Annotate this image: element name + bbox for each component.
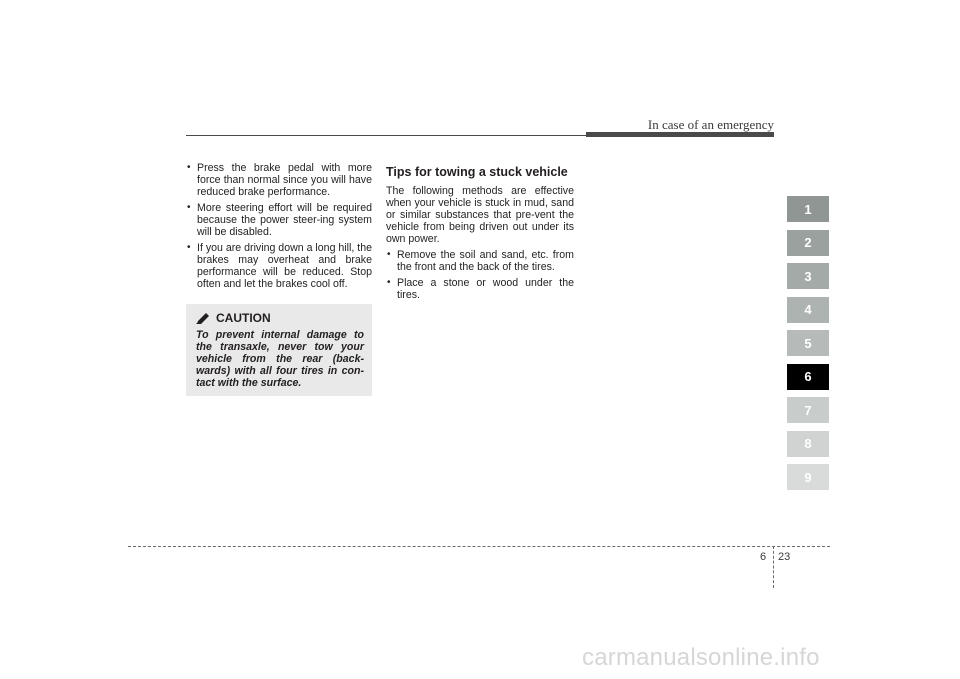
chapter-tab-6[interactable]: 6: [787, 364, 829, 390]
caution-label: CAUTION: [216, 311, 271, 325]
chapter-tab-8[interactable]: 8: [787, 431, 829, 457]
caution-text: To prevent internal damage to the transaxle, never tow your vehicle from the rear (back-wards) with all four tires in con-tact with the surface.: [196, 329, 364, 389]
right-bullet-list: [386, 249, 574, 301]
chapter-tab-4[interactable]: 4: [787, 297, 829, 323]
section-title: Tips for towing a stuck vehicle: [386, 165, 568, 179]
chapter-tab-5[interactable]: 5: [787, 330, 829, 356]
bullet-icon: •: [187, 202, 191, 213]
list-item: • More steering effort will be required because the power steer-ing system will be disabled.: [187, 202, 372, 238]
header-title: In case of an emergency: [647, 117, 774, 132]
page-chapter: 6: [760, 551, 767, 563]
chapter-tab-1[interactable]: 1: [787, 196, 829, 222]
chapter-tabs: [787, 196, 829, 498]
header-rule-thick: [586, 132, 774, 137]
caution-box: [186, 304, 372, 396]
section-intro: The following methods are effective when your vehicle is stuck in mud, sand or similar substances that pre-vent the vehicle from being driven out under its own power.: [386, 185, 574, 245]
page-number-separator: [773, 546, 774, 588]
pencil-icon: [196, 312, 210, 324]
left-column: [186, 162, 372, 294]
page-number: 23: [778, 551, 791, 563]
chapter-tab-9[interactable]: 9: [787, 464, 829, 490]
chapter-tab-3[interactable]: 3: [787, 263, 829, 289]
right-column: [386, 166, 574, 305]
chapter-tab-2[interactable]: 2: [787, 230, 829, 256]
header-rule-thin: [186, 135, 586, 136]
chapter-tab-7[interactable]: 7: [787, 397, 829, 423]
watermark: carmanualsonline.info: [582, 644, 820, 671]
list-item: • Remove the soil and sand, etc. from the front and the back of the tires.: [387, 249, 574, 273]
list-item: • If you are driving down a long hill, the brakes may overheat and brake performance will be reduced. Stop often and let the brakes cool off.: [187, 242, 372, 290]
left-bullet-list: [186, 162, 372, 290]
bullet-icon: •: [387, 249, 391, 260]
bullet-icon: •: [187, 162, 191, 173]
bullet-icon: •: [387, 277, 391, 288]
list-item: • Press the brake pedal with more force than normal since you will have reduced brake performance.: [187, 162, 372, 198]
caution-header: [196, 311, 364, 325]
footer-rule: [128, 546, 830, 547]
list-item: • Place a stone or wood under the tires.: [387, 277, 574, 301]
bullet-icon: •: [187, 242, 191, 253]
